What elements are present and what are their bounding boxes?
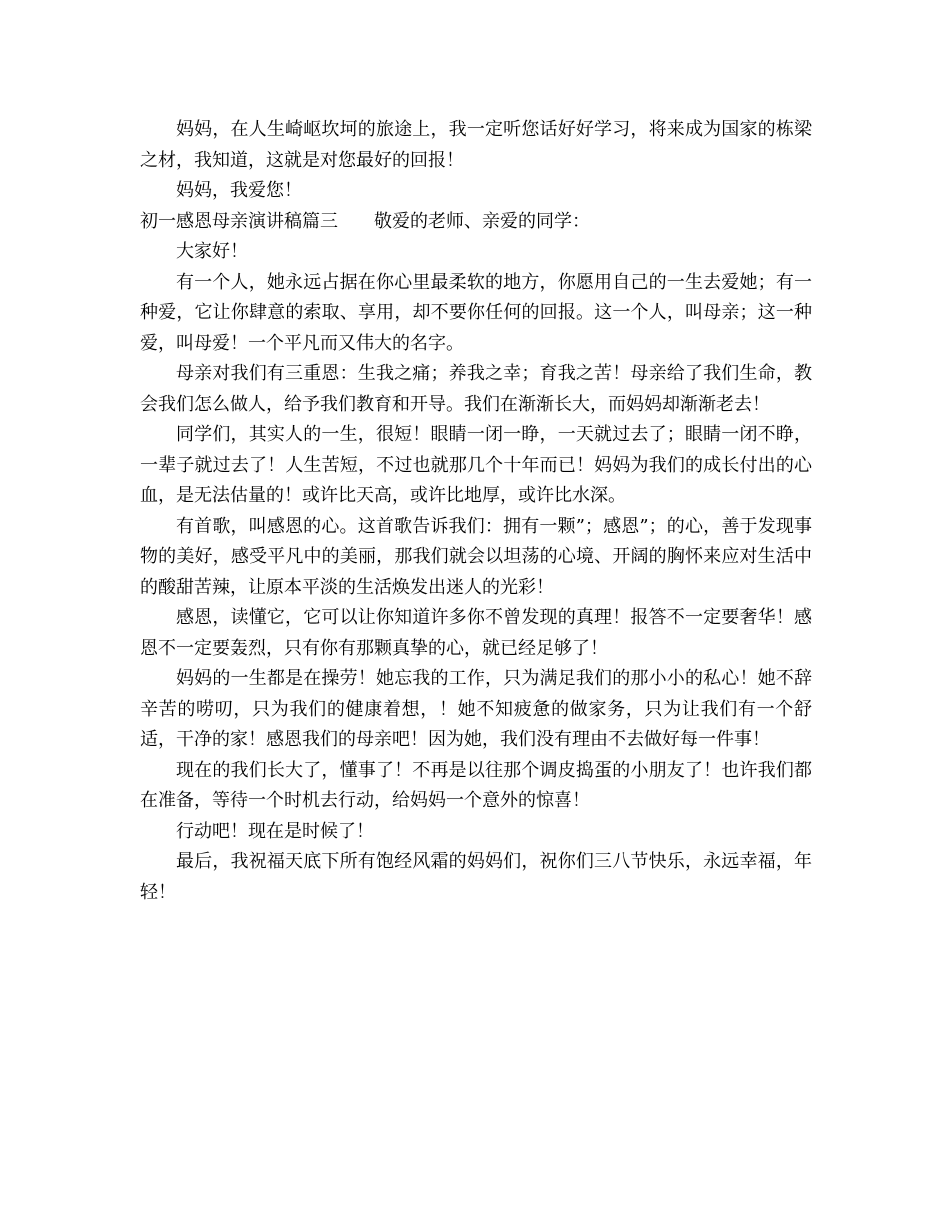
- paragraph-9: 感恩，读懂它，它可以让你知道许多你不曾发现的真理！报答不一定要奢华！感恩不一定要轰烈，只有你有那颗真挚的心，就已经足够了！: [140, 607, 812, 659]
- paragraph-7: 同学们，其实人的一生，很短！眼睛一闭一睁，一天就过去了；眼睛一闭不睁，一辈子就过去了！人生苦短，不过也就那几个十年而已！妈妈为我们的成长付出的心血，是无法估量的！或许比天高，或许比地厚，或许比水深。: [140, 424, 812, 506]
- salutation: 敬爱的老师、亲爱的同学：: [374, 210, 590, 232]
- paragraph-6: 母亲对我们有三重恩：生我之痛；养我之幸；育我之苦！母亲给了我们生命，教会我们怎么做人，给予我们教育和开导。我们在渐渐长大，而妈妈却渐渐老去！: [140, 363, 812, 415]
- paragraph-11: 现在的我们长大了，懂事了！不再是以往那个调皮捣蛋的小朋友了！也许我们都在准备，等待一个时机去行动，给妈妈一个意外的惊喜！: [140, 759, 812, 811]
- paragraph-10: 妈妈的一生都是在操劳！她忘我的工作，只为满足我们的那小小的私心！她不辞辛苦的唠叨，只为我们的健康着想，！她不知疲惫的做家务，只为让我们有一个舒适，干净的家！感恩我们的母亲吧！因为她，我们没有理由不去做好每一件事！: [140, 668, 812, 750]
- paragraph-1: 妈妈，在人生崎岖坎坷的旅途上，我一定听您话好好学习，将来成为国家的栋梁之材，我知道，这就是对您最好的回报！: [140, 119, 812, 171]
- paragraph-13: 最后，我祝福天底下所有饱经风霜的妈妈们，祝你们三八节快乐，永远幸福，年轻！: [140, 851, 812, 903]
- paragraph-greeting: 大家好！: [176, 241, 248, 262]
- paragraph-5: 有一个人，她永远占据在你心里最柔软的地方，你愿用自己的一生去爱她；有一种爱，它让你肆意的索取、享用，却不要你任何的回报。这一个人，叫母亲；这一种爱，叫母爱！一个平凡而又伟大的名字。: [140, 271, 812, 354]
- paragraph-8: 有首歌，叫感恩的心。这首歌告诉我们：拥有一颗”；感恩”；的心，善于发现事物的美好，感受平凡中的美丽，那我们就会以坦荡的心境、开阔的胸怀来应对生活中的酸甜苦辣，让原本平淡的生活焕发出迷人的光彩！: [140, 515, 812, 598]
- section-heading-line: [140, 207, 812, 238]
- paragraph-2: 妈妈，我爱您！: [176, 180, 302, 201]
- paragraph-12: 行动吧！现在是时候了！: [176, 820, 374, 842]
- section-heading: 初一感恩母亲演讲稿篇三: [140, 210, 338, 232]
- document-body: [140, 115, 812, 908]
